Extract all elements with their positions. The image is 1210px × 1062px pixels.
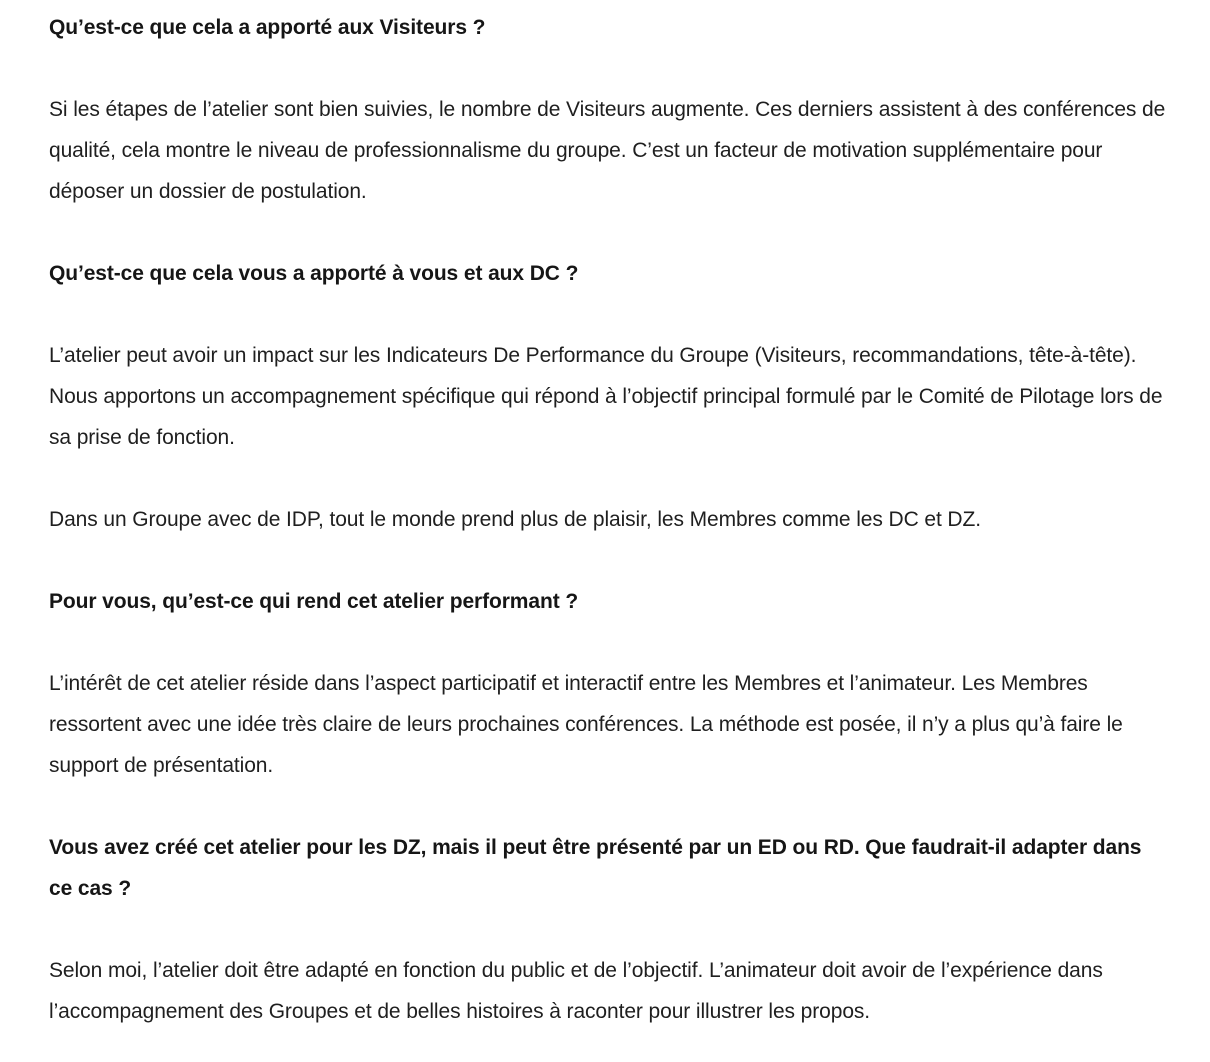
answer-paragraph: L’atelier peut avoir un impact sur les Indicateurs De Performance du Groupe (Visiteurs, recommandations, tête-à-tête). Nous apportons un accompagnement spécifique qui répond à l’objectif principal formulé par le Comité de Pilotage lors de sa prise de fonction. [49, 344, 1163, 449]
answer-paragraph: Selon moi, l’atelier doit être adapté en fonction du public et de l’objectif. L’animateur doit avoir de l’expérience dans l’accompagnement des Groupes et de belles histoires à raconter pour illustrer les propos. [49, 959, 1103, 1023]
question-heading: Vous avez créé cet atelier pour les DZ, mais il peut être présenté par un ED ou RD. Que faudrait-il adapter dans ce cas ? [49, 836, 1142, 900]
answer-paragraph: Si les étapes de l’atelier sont bien suivies, le nombre de Visiteurs augmente. Ces derniers assistent à des conférences de qualité, cela montre le niveau de professionnalisme du groupe. C’est un facteur de motivation supplémentaire pour déposer un dossier de postulation. [49, 98, 1166, 203]
question-heading: Qu’est-ce que cela vous a apporté à vous et aux DC ? [49, 262, 579, 285]
answer-paragraph: L’intérêt de cet atelier réside dans l’aspect participatif et interactif entre les Membres et l’animateur. Les Membres ressortent avec une idée très claire de leurs prochaines conférences. La méthode est posée, il n’y a plus qu’à faire le support de présentation. [49, 672, 1123, 777]
article-body [49, 7, 1169, 1032]
question-heading: Qu’est-ce que cela a apporté aux Visiteurs ? [49, 16, 486, 39]
answer-paragraph: Dans un Groupe avec de IDP, tout le monde prend plus de plaisir, les Membres comme les DC et DZ. [49, 508, 981, 531]
question-heading: Pour vous, qu’est-ce qui rend cet atelier performant ? [49, 590, 579, 613]
